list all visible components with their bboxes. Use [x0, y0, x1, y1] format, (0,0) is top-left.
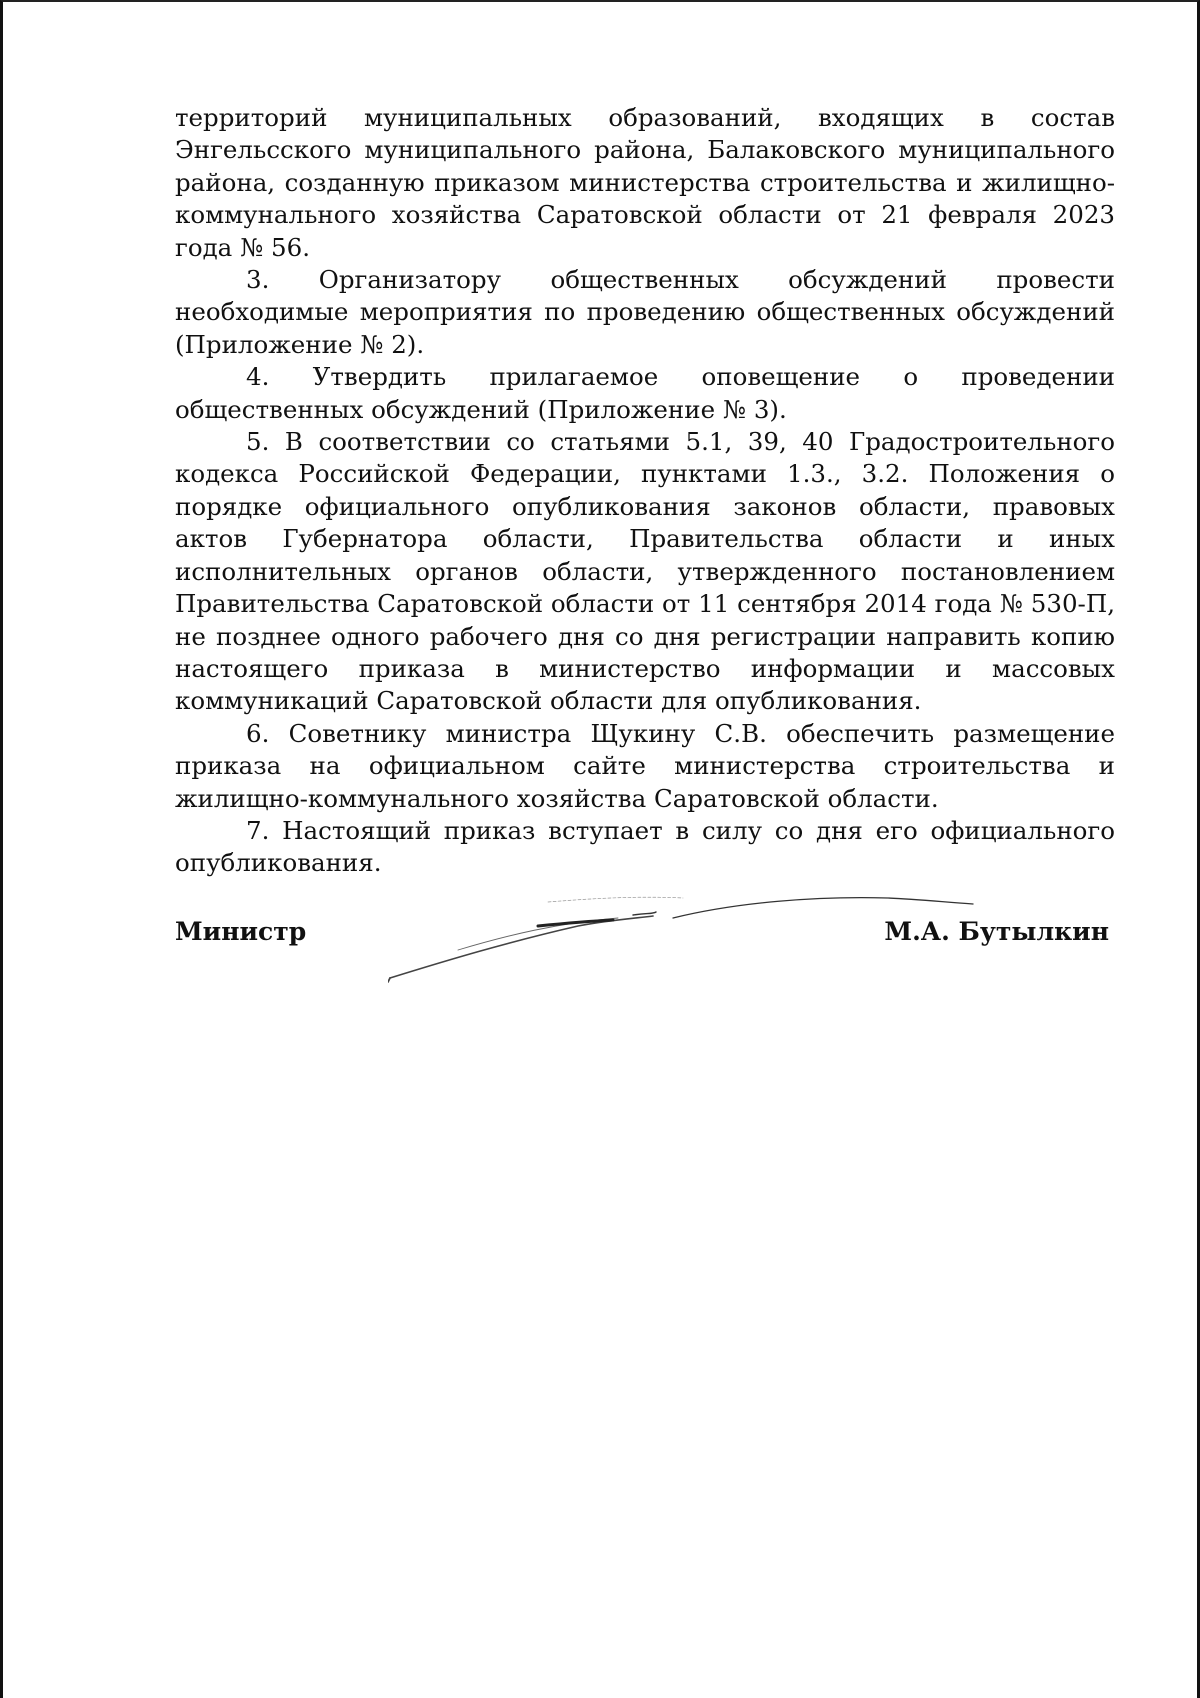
handwritten-signature: [388, 890, 978, 990]
paragraph-item-4: 4. Утвердить прилагаемое оповещение о проведении общественных обсуждений (Приложение № 3).: [175, 362, 1115, 424]
signatory-name: М.А. Бутылкин: [884, 917, 1109, 946]
document-body: [175, 102, 1115, 880]
paragraph-continuation: территорий муниципальных образований, входящих в состав Энгельсского муниципального района, Балаковского муниципального района, созданную приказом министерства строительства и жилищно-коммунального хозяйства Саратовской области от 21 февраля 2023 года № 56.: [175, 103, 1115, 262]
paragraph-item-5: 5. В соответствии со статьями 5.1, 39, 40 Градостроительного кодекса Российской Федерации, пунктами 1.3., 3.2. Положения о порядке официального опубликования законов области, правовых актов Губернатора области, Правительства области и иных исполнительных органов области, утвержденного постановлением Правительства Саратовской области от 11 сентября 2014 года № 530-П, не позднее одного рабочего дня со дня регистрации направить копию настоящего приказа в министерство информации и массовых коммуникаций Саратовской области для опубликования.: [175, 427, 1115, 716]
paragraph-item-6: 6. Советнику министра Щукину С.В. обеспечить размещение приказа на официальном сайте министерства строительства и жилищно-коммунального хозяйства Саратовской области.: [175, 718, 1115, 813]
paragraph-item-3: 3. Организатору общественных обсуждений провести необходимые мероприятия по проведению общественных обсуждений (Приложение № 2).: [175, 265, 1115, 359]
signatory-title: Министр: [175, 917, 307, 946]
paragraph-item-7: 7. Настоящий приказ вступает в силу со дня его официального опубликования.: [175, 815, 1115, 878]
